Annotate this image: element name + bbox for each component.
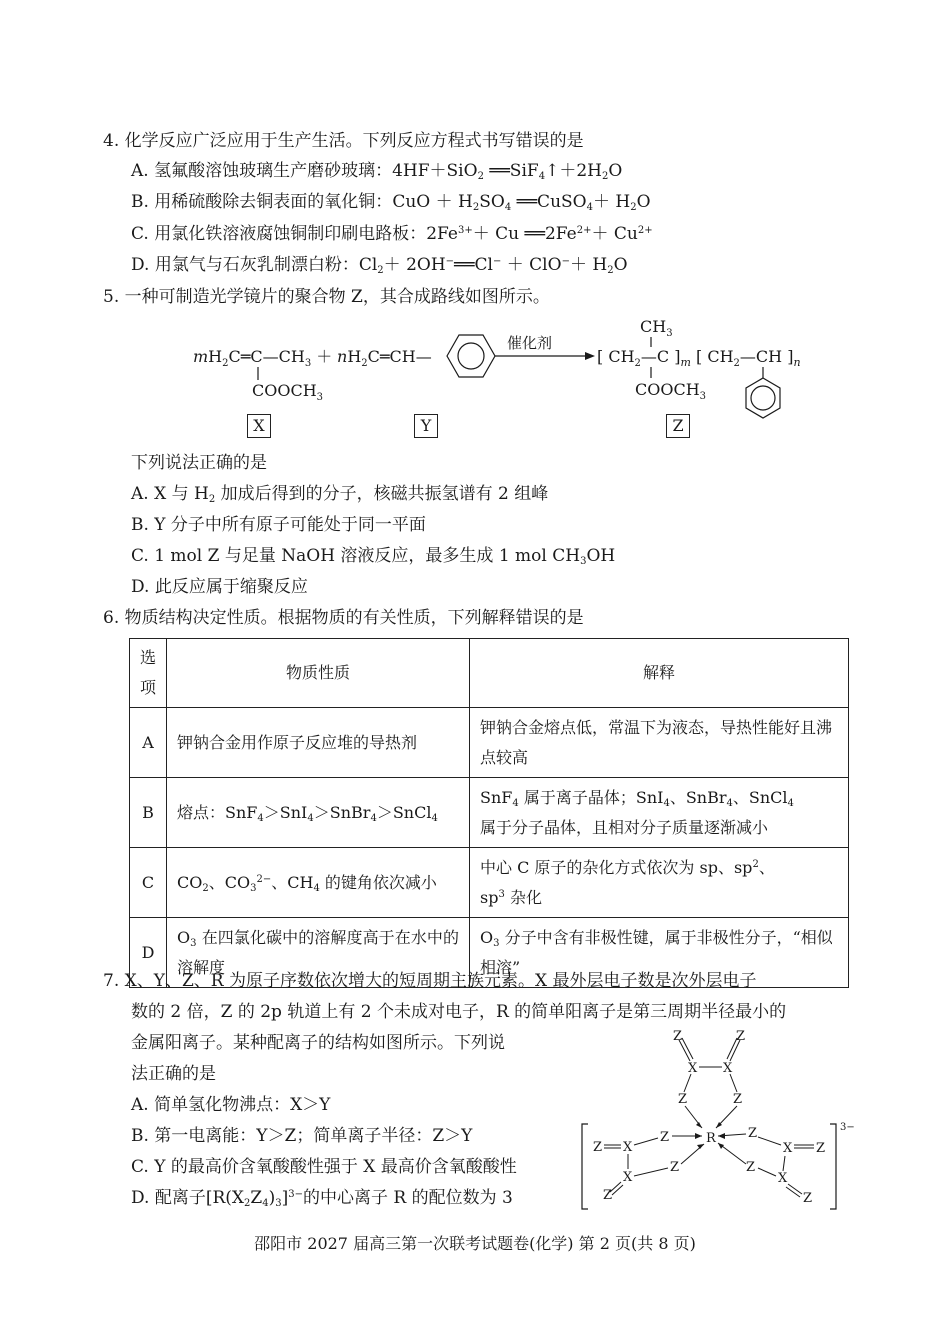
row-option: C — [130, 848, 167, 918]
header-explanation: 解释 — [470, 639, 849, 708]
row-option: B — [130, 778, 167, 848]
q5-reaction-scheme — [185, 312, 805, 434]
box-x: X — [247, 414, 271, 438]
table-row — [130, 778, 849, 848]
box-y: Y — [414, 414, 438, 438]
q4-stem: 4. 化学反应广泛应用于生产生活。下列反应方程式书写错误的是 — [103, 131, 584, 151]
svg-text:Z: Z — [803, 1191, 813, 1206]
q7-option-a: A. 简单氢化物沸点：X＞Y — [131, 1095, 331, 1115]
svg-text:X: X — [623, 1170, 633, 1185]
table-row — [130, 848, 849, 918]
svg-text:Z: Z — [673, 1029, 683, 1044]
q5-stem: 5. 一种可制造光学镜片的聚合物 Z，其合成路线如图所示。 — [103, 287, 550, 307]
svg-text:Z: Z — [736, 1029, 746, 1044]
q5-option-c: C. 1 mol Z 与足量 NaOH 溶液反应，最多生成 1 mol $CH_3OH$ — [131, 546, 616, 567]
q7-option-b: B. 第一电离能：Y＞Z；简单离子半径：Z＞Y — [131, 1126, 473, 1146]
q4-option-b: B. 用稀硫酸除去铜表面的氧化铜：CuO ＋ $H_2SO_4$ ══CuSO$_4$＋ $H_2O$ — [131, 192, 651, 213]
q7-stem-line3: 金属阳离子。某种配离子的结构如图所示。下列说 — [131, 1033, 505, 1053]
q7-stem-line1: 7. X、Y、Z、R 为原子序数依次增大的短周期主族元素。X 最外层电子数是次外层电子 — [103, 971, 757, 991]
svg-text:COOCH3: $COOCH_3$ — [252, 381, 324, 403]
svg-text:[ CH2—C ]m [ CH2—CH ]n: [ $CH_2—C$ ]$_m$ [ $CH_2—CH$ ]$_n$ — [597, 347, 801, 369]
q4-option-c: C. 用氯化铁溶液腐蚀铜制印刷电路板：$2Fe^{3+}+ Cu$ $══2Fe^{2+}+ Cu^{2+}$ — [131, 224, 653, 244]
q7-option-c: C. Y 的最高价含氧酸酸性强于 X 最高价含氧酸酸性 — [131, 1157, 517, 1177]
svg-text:X: X — [783, 1141, 793, 1156]
q5-prompt: 下列说法正确的是 — [131, 453, 267, 473]
svg-text:X: X — [778, 1171, 788, 1186]
q7-stem-line4: 法正确的是 — [131, 1064, 216, 1084]
row-property: 熔点：SnF$_4$＞SnI$_4$＞SnBr$_4$＞SnCl$_4$ — [167, 778, 470, 848]
q7-option-d: D. 配离子$[R(X_2Z_4)_3]^{3-}$的中心离子 R 的配位数为 3 — [131, 1188, 513, 1209]
svg-text:X: X — [623, 1140, 633, 1155]
svg-text:Z: Z — [660, 1130, 670, 1145]
q6-stem: 6. 物质结构决定性质。根据物质的有关性质，下列解释错误的是 — [103, 608, 584, 628]
row-option: A — [130, 708, 167, 778]
catalyst-label: 催化剂 — [507, 334, 553, 352]
table-header-row — [130, 639, 849, 708]
row-property: 钾钠合金用作原子反应堆的导热剂 — [167, 708, 470, 778]
y-formula: $nH_2C═CH—$ — [337, 347, 432, 369]
box-z: Z — [666, 414, 690, 438]
q7-stem-line2: 数的 2 倍，Z 的 2p 轨道上有 2 个未成对电子，R 的简单阳离子是第三周期半径最小的 — [131, 1002, 787, 1022]
row-property: $CO_2$、$CO_3^{2-}$、$CH_4$ 的键角依次减小 — [167, 848, 470, 918]
svg-text:Z: Z — [746, 1160, 756, 1175]
row-explanation: SnF$_4$ 属于离子晶体；SnI$_4$、SnBr$_4$、SnCl$_4$ 属于分子晶体，且相对分子质量逐渐减小 — [470, 778, 849, 848]
svg-text:CH3: $CH_3$ — [640, 317, 673, 339]
row-explanation: $O_3$ 分子中含有非极性键，属于非极性分子，“相似相溶” — [470, 918, 849, 988]
svg-text:Z: Z — [670, 1160, 680, 1175]
q5-option-a: A. X 与 $H_2$ 加成后得到的分子，核磁共振氢谱有 2 组峰 — [131, 484, 549, 505]
svg-text:Z: Z — [678, 1092, 688, 1107]
svg-text:Z: Z — [733, 1092, 743, 1107]
svg-text:Z: Z — [816, 1141, 826, 1156]
q7-complex-structure — [578, 1024, 858, 1214]
row-property: $O_3$ 在四氯化碳中的溶解度高于在水中的溶解度 — [167, 918, 470, 988]
header-property: 物质性质 — [167, 639, 470, 708]
svg-text:X: X — [688, 1061, 698, 1076]
page-footer: 邵阳市 2027 届高三第一次联考试题卷(化学) 第 2 页(共 8 页) — [254, 1234, 696, 1253]
q5-option-b: B. Y 分子中所有原子可能处于同一平面 — [131, 515, 426, 535]
row-explanation: 钾钠合金熔点低，常温下为液态，导热性能好且沸点较高 — [470, 708, 849, 778]
q4-option-a: A. 氢氟酸溶蚀玻璃生产磨砂玻璃：4HF＋SiO$_2$ $══SiF_4↑+2H_2O$ — [131, 161, 623, 182]
q4-option-d: D. 用氯气与石灰乳制漂白粉：$Cl_2+$ 2OH−══Cl− ＋ $ClO^-+ H_2O$ — [131, 255, 628, 276]
svg-text:Z: Z — [593, 1140, 603, 1155]
q5-option-d: D. 此反应属于缩聚反应 — [131, 577, 308, 597]
header-option: 选项 — [130, 639, 167, 708]
row-option: D — [130, 918, 167, 988]
complex-charge: 3− — [840, 1122, 855, 1133]
svg-text:COOCH3: $COOCH_3$ — [635, 380, 707, 402]
x-formula: $mH_2C═C—CH_3$ ＋ — [193, 347, 333, 369]
row-explanation: 中心 C 原子的杂化方式依次为 sp、$sp^2$、 $sp^3$ 杂化 — [470, 848, 849, 918]
svg-text:Z: Z — [748, 1126, 758, 1141]
svg-text:R: R — [706, 1131, 716, 1146]
svg-text:Z: Z — [603, 1188, 613, 1203]
benzene-ring-icon — [447, 335, 495, 377]
q6-table — [129, 638, 849, 988]
svg-text:X: X — [723, 1061, 733, 1076]
table-row — [130, 708, 849, 778]
